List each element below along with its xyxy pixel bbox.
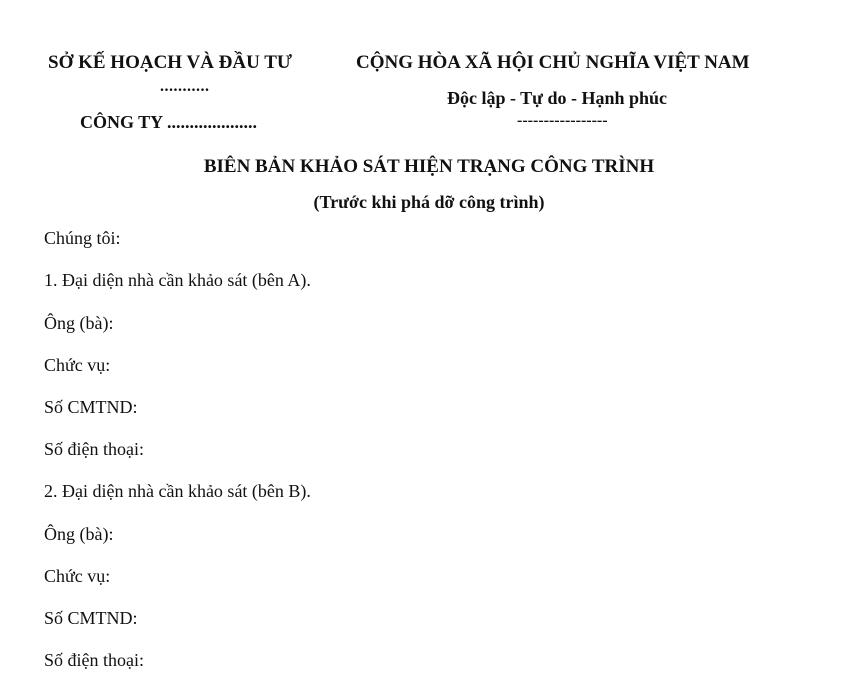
party-b-position-field: Chức vụ:: [44, 566, 111, 586]
party-a-name-field: Ông (bà):: [44, 313, 114, 333]
party-b-id-field: Số CMTND:: [44, 608, 138, 628]
agency-dots: ...........: [160, 78, 210, 95]
intro-line: Chúng tôi:: [44, 228, 121, 248]
document-title: BIÊN BẢN KHẢO SÁT HIỆN TRẠNG CÔNG TRÌNH: [203, 156, 655, 177]
party-b-name-field: Ông (bà):: [44, 524, 114, 544]
party-b-phone-field: Số điện thoại:: [44, 650, 144, 670]
party-a-phone-field: Số điện thoại:: [44, 439, 144, 459]
document-subtitle: (Trước khi phá dỡ công trình): [313, 192, 545, 212]
party-a-heading: 1. Đại diện nhà cần khảo sát (bên A).: [44, 270, 311, 290]
national-motto: Độc lập - Tự do - Hạnh phúc: [447, 88, 668, 108]
party-a-id-field: Số CMTND:: [44, 397, 138, 417]
country-name: CỘNG HÒA XÃ HỘI CHỦ NGHĨA VIỆT NAM: [356, 52, 750, 73]
motto-divider: -----------------: [517, 112, 608, 129]
company-name: CÔNG TY ....................: [80, 112, 258, 132]
party-b-heading: 2. Đại diện nhà cần khảo sát (bên B).: [44, 481, 311, 501]
agency-name: SỞ KẾ HOẠCH VÀ ĐẦU TƯ: [48, 52, 293, 73]
party-a-position-field: Chức vụ:: [44, 355, 111, 375]
